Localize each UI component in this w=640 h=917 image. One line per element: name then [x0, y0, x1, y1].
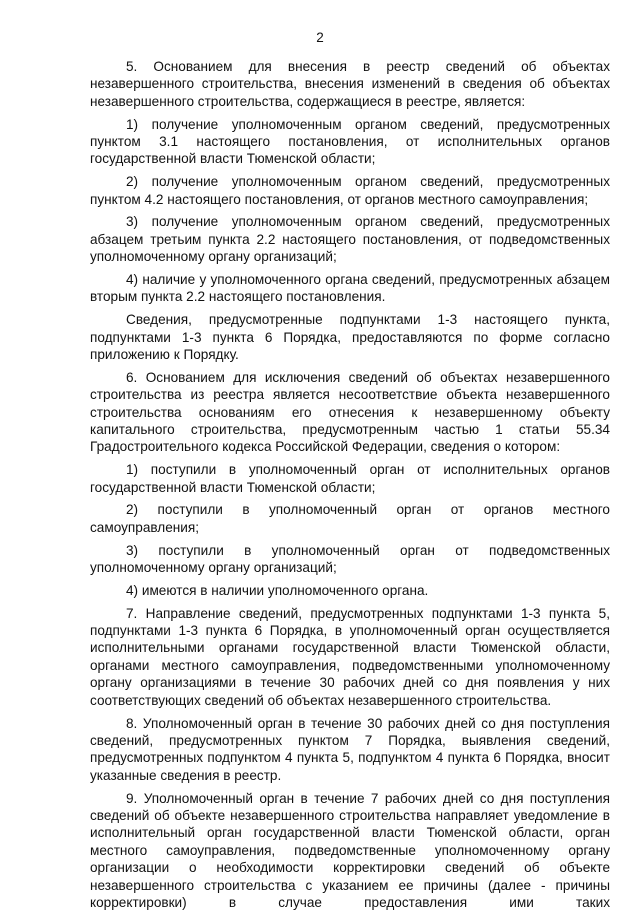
paragraph-7: 7. Направление сведений, предусмотренных подпунктами 1-3 пункта 5, подпунктами 1-3 пункта 6 Порядка, в уполномоченный орган осуществляется исполнительными органами государственной власти Тюменской области, органами местного самоуправления, подведомственными уполномоченному органу организациями в течение 30 рабочих дней со дня появления у них соответствующих сведений об объектах незавершенного строительства. — [90, 605, 610, 708]
page-number: 2 — [316, 30, 324, 45]
paragraph-6-1: 1) поступили в уполномоченный орган от исполнительных органов государственной власти Тюменской области; — [90, 462, 610, 495]
paragraph-6: 6. Основанием для исключения сведений об объектах незавершенного строительства из реестра является несоответствие объекта незавершенного строительства основаниям его отнесения к незавершенному объекту капитального строительства, предусмотренным частью 1 статьи 55.34 Градостроительного кодекса Российской Федерации, сведения о котором: — [90, 369, 610, 455]
paragraph-6-3: 3) поступили в уполномоченный орган от подведомственных уполномоченному органу организаций; — [90, 542, 610, 576]
paragraph-5-4: 4) наличие у уполномоченного органа сведений, предусмотренных абзацем вторым пункта 2.2 настоящего постановления. — [90, 272, 610, 305]
paragraph-9: 9. Уполномоченный орган в течение 7 рабочих дней со дня поступления сведений об объекте незавершенного строительства направляет уведомление в исполнительный орган государственной власти Тюменской области, орган местного самоуправления, подведомственные уполномоченному органу организации о необходимости корректировки сведений об объекте незавершенного строительства с указанием ее причины (далее - причины корректировки) в случае предоставления ими таких — [90, 790, 610, 910]
document-body — [90, 58, 610, 917]
paragraph-5: 5. Основанием для внесения в реестр сведений об объектах незавершенного строительства, внесения изменений в сведения об объектах незавершенного строительства, содержащиеся в реестре, является: — [90, 59, 610, 109]
paragraph-5-1: 1) получение уполномоченным органом сведений, предусмотренных пунктом 3.1 настоящего постановления, от исполнительных органов государственной власти Тюменской области; — [90, 116, 610, 167]
paragraph-5-2: 2) получение уполномоченным органом сведений, предусмотренных пунктом 4.2 настоящего постановления, от органов местного самоуправления; — [90, 174, 610, 207]
paragraph-6-4: 4) имеются в наличии уполномоченного органа. — [126, 582, 429, 598]
paragraph-5-note: Сведения, предусмотренные подпунктами 1-3 настоящего пункта, подпунктами 1-3 пункта 6 Порядка, предоставляются по форме согласно приложению к Порядку. — [90, 312, 610, 363]
paragraph-5-3: 3) получение уполномоченным органом сведений, предусмотренных абзацем третьим пункта 2.2 настоящего постановления, от подведомственных уполномоченному органу организаций; — [90, 214, 610, 265]
paragraph-8: 8. Уполномоченный орган в течение 30 рабочих дней со дня поступления сведений, предусмотренных пунктом 7 Порядка, выявления сведений, предусмотренных подпунктом 4 пункта 5, подпунктом 4 пункта 6 Порядка, вносит указанные сведения в реестр. — [90, 715, 610, 783]
paragraph-6-2: 2) поступили в уполномоченный орган от органов местного самоуправления; — [90, 502, 610, 535]
